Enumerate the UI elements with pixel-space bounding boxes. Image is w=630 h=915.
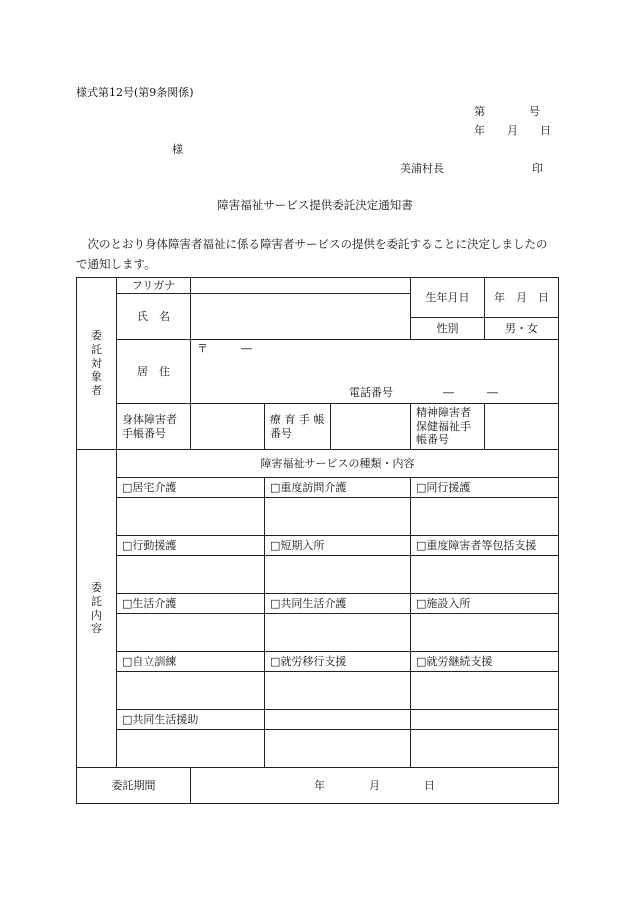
service-option[interactable]: □居宅介護 [117,478,265,498]
form-number: 様式第12号(第9条関係) [76,86,194,99]
service-types-header: 障害福祉サービスの種類・内容 [117,450,559,478]
document-title: 障害福祉サービス提供委託決定通知書 [217,198,413,212]
physical-disability-book-field[interactable] [191,404,265,450]
physical-disability-book-label: 身体障害者 手帳番号 [117,404,191,450]
birthdate-field[interactable]: 年 月 日 [485,278,559,318]
period-field[interactable]: 年 月 日 [191,768,559,804]
intro-text: 次のとおり身体障害者福祉に係る障害者サービスの提供を委託することに決定しましたので通知します。 [76,237,548,271]
service-detail-field[interactable] [117,614,265,652]
name-label: 氏 名 [117,294,191,340]
service-detail-field[interactable] [117,730,265,768]
sex-field[interactable]: 男・女 [485,318,559,340]
service-option[interactable]: □重度訪問介護 [265,478,411,498]
service-option[interactable]: □短期入所 [265,536,411,556]
service-option[interactable]: □重度障害者等包括支援 [411,536,559,556]
seal-mark: 印 [532,162,543,175]
service-option[interactable]: □同行援護 [411,478,559,498]
service-option[interactable]: □共同生活介護 [265,594,411,614]
service-detail-field[interactable] [265,730,411,768]
recipient-suffix: 様 [172,143,183,156]
period-label: 委託期間 [77,768,191,804]
service-detail-field[interactable] [411,730,559,768]
postal-code-mark: 〒 ― [197,342,252,355]
issuer-name: 美浦村長 [400,162,444,175]
mental-disability-book-field[interactable] [485,404,559,450]
service-option[interactable]: □行動援護 [117,536,265,556]
address-label: 居 住 [117,340,191,404]
service-option[interactable]: □自立訓練 [117,652,265,672]
service-option[interactable]: □共同生活援助 [117,710,265,730]
birthdate-label: 生年月日 [411,278,485,318]
service-detail-field[interactable] [265,672,411,710]
service-detail-field[interactable] [265,614,411,652]
service-detail-field[interactable] [265,498,411,536]
furigana-label: フリガナ [117,278,191,294]
document-number: 第 号 [474,105,540,118]
sex-label: 性別 [411,318,485,340]
service-detail-field[interactable] [411,672,559,710]
notice-table [76,277,559,804]
address-field[interactable] [191,340,559,404]
service-detail-field[interactable] [117,498,265,536]
name-field[interactable] [191,294,411,340]
subject-section-label: 委 託 対 象 者 [77,278,117,450]
service-option [411,710,559,730]
mental-disability-book-label: 精神障害者 保健福祉手 帳番号 [411,404,485,450]
service-option[interactable]: □施設入所 [411,594,559,614]
service-option[interactable]: □就労移行支援 [265,652,411,672]
service-detail-field[interactable] [117,556,265,594]
service-detail-field[interactable] [411,556,559,594]
service-detail-field[interactable] [411,614,559,652]
phone-label: 電話番号 [349,386,393,400]
rehabilitation-book-field[interactable] [331,404,411,450]
content-section-label: 委 託 内 容 [77,450,117,768]
rehabilitation-book-label: 療 育 手 帳 番号 [265,404,331,450]
service-detail-field[interactable] [411,498,559,536]
service-option [265,710,411,730]
issue-date: 年 月 日 [474,124,551,137]
service-option[interactable]: □就労継続支援 [411,652,559,672]
phone-field: ― ― [443,386,498,400]
service-option[interactable]: □生活介護 [117,594,265,614]
service-detail-field[interactable] [265,556,411,594]
furigana-field[interactable] [191,278,411,294]
service-detail-field[interactable] [117,672,265,710]
